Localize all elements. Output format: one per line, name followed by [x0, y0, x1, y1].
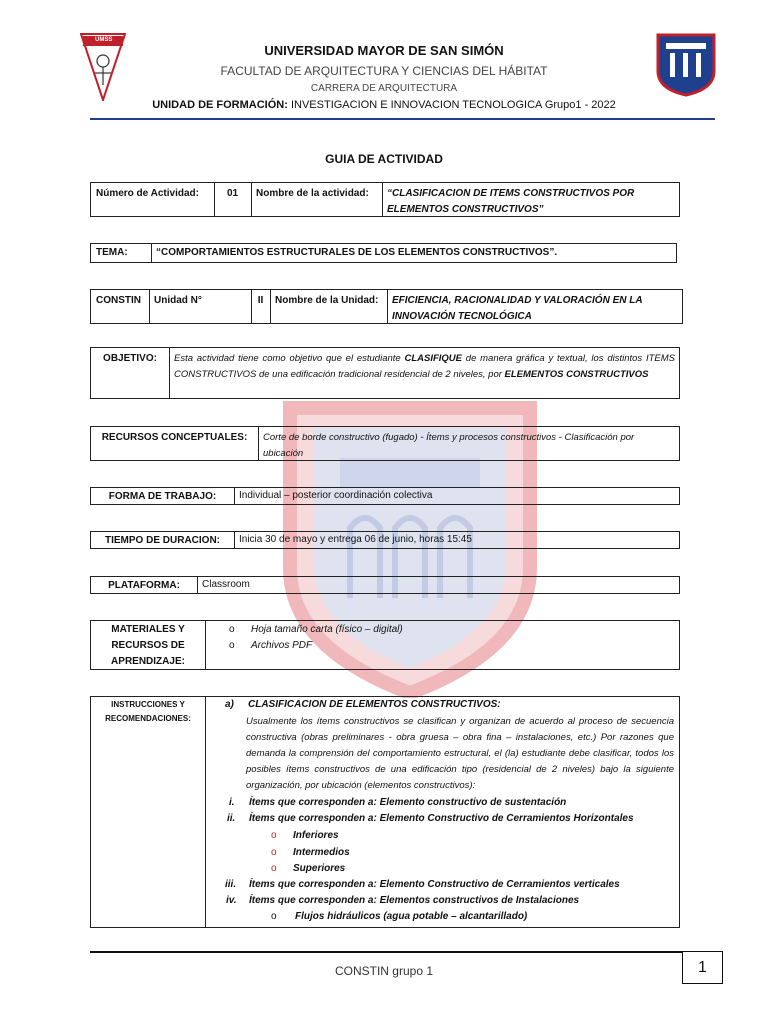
section-paragraph: Usualmente los ítems constructivos se clasifican y organizan de acuerdo al proceso de secuencia constructiva (obras preliminares - obra gruesa – obra fina – instalaciones, etc.) Por razones que demanda la comprensión del comportamiento estructural, el (la) estudiante debe clasificar, todos los posibles ítems constructivos de una edificación tipo (residencial de 2 niveles) bajo la siguiente organización, por ubicación (elementos constructivos): [246, 716, 674, 791]
section-title: CLASIFICACION DE ELEMENTOS CONSTRUCTIVOS: [248, 699, 501, 710]
plataforma-label: PLATAFORMA: [108, 580, 180, 591]
tema-label: TEMA: [96, 247, 128, 258]
instrucciones-table [90, 696, 680, 928]
item-i-text: Ítems que corresponden a: Elemento constructivo de sustentación [249, 797, 567, 808]
plataforma-table [90, 576, 680, 594]
forma-label: FORMA DE TRABAJO: [108, 491, 217, 502]
tiempo-table [90, 531, 680, 549]
item-ii-text: Ítems que corresponden a: Elemento Constructivo de Cerramientos Horizontales [249, 813, 634, 824]
subitem-intermedios: Intermedios [293, 847, 350, 858]
list-item: o Hoja tamaño carta (físico – digital) [229, 624, 403, 635]
recursos-value: Corte de borde constructivo (fugado) - Ítems y procesos constructivos - Clasificación por ubicación [263, 432, 635, 459]
objetivo-text: Esta actividad tiene como objetivo que el estudiante CLASIFIQUE de manera gráfica y textual, los distintos ITEMS CONSTRUCTIVOS de una edificación tradicional residencial de 2 niveles, por ELEMENTOS CONSTRUCTIVOS [174, 353, 675, 380]
item-i-marker: i. [229, 797, 235, 808]
unit-value: INVESTIGACION E INNOVACION TECNOLOGICA Grupo1 - 2022 [290, 99, 616, 111]
instrucciones-label: INSTRUCCIONES Y RECOMENDACIONES: [105, 700, 191, 723]
tema-table [90, 243, 677, 263]
footer-rule [90, 951, 682, 953]
materiales-list [205, 621, 680, 669]
unidad-table [90, 289, 683, 324]
subject-code: CONSTIN [96, 295, 141, 306]
materiales-table [90, 620, 680, 670]
recursos-table [90, 426, 680, 461]
activity-num-label: Número de Actividad: [96, 188, 199, 199]
subitem-superiores: Superiores [293, 863, 346, 874]
item-iv-marker: iv. [226, 895, 237, 906]
umss-logo-text: UMSS [95, 37, 113, 43]
item-ii-marker: ii. [227, 813, 236, 824]
activity-table [90, 182, 680, 217]
subitem-inferiores: Inferiores [293, 830, 339, 841]
tema-value: “COMPORTAMIENTOS ESTRUCTURALES DE LOS ELEMENTOS CONSTRUCTIVOS”. [156, 247, 558, 258]
materiales-label: MATERIALES Y RECURSOS DE APRENDIZAJE: [111, 624, 185, 667]
activity-name-label: Nombre de la actividad: [256, 188, 369, 199]
subitem-flujos: Flujos hidráulicos (agua potable – alcantarillado) [295, 911, 528, 922]
item-iv-text: Ítems que corresponden a: Elementos constructivos de Instalaciones [249, 895, 580, 906]
sub-bullet: o [271, 911, 277, 922]
activity-name-value: “CLASIFICACION DE ITEMS CONSTRUCTIVOS POR ELEMENTOS CONSTRUCTIVOS” [387, 188, 635, 215]
item-iii-text: Ítems que corresponden a: Elemento Constructivo de Cerramientos verticales [249, 879, 620, 890]
recursos-label: RECURSOS CONCEPTUALES: [101, 432, 248, 443]
tiempo-label: TIEMPO DE DURACION: [105, 535, 220, 546]
career-name: CARRERA DE ARQUITECTURA [310, 83, 458, 94]
objetivo-table [90, 347, 680, 399]
page-number: 1 [682, 951, 723, 984]
unit-line [0, 99, 768, 111]
objetivo-label: OBJETIVO: [103, 353, 157, 364]
plataforma-value: Classroom [202, 579, 250, 590]
activity-num-value: 01 [226, 188, 239, 199]
page-title: GUIA DE ACTIVIDAD [325, 152, 443, 166]
unit-label: UNIDAD DE FORMACIÓN: [152, 99, 288, 111]
sub-bullet: o [271, 830, 277, 841]
unit-number-label: Unidad N° [154, 295, 202, 306]
forma-value: Individual – posterior coordinación colectiva [239, 490, 433, 501]
unit-name-value: EFICIENCIA, RACIONALIDAD Y VALORACIÓN EN LA INNOVACIÓN TECNOLÓGICA [392, 295, 643, 322]
sub-bullet: o [271, 863, 277, 874]
tiempo-value: Inicia 30 de mayo y entrega 06 de junio, horas 15:45 [239, 534, 472, 545]
forma-table [90, 487, 680, 505]
header-rule [90, 118, 715, 120]
list-item: o Archivos PDF [229, 640, 313, 651]
sub-bullet: o [271, 847, 277, 858]
unit-number-value: II [257, 295, 264, 306]
unit-name-label: Nombre de la Unidad: [275, 295, 379, 306]
item-iii-marker: iii. [225, 879, 237, 890]
university-name: UNIVERSIDAD MAYOR DE SAN SIMÓN [264, 43, 504, 58]
faculty-name: FACULTAD DE ARQUITECTURA Y CIENCIAS DEL HÁBITAT [220, 64, 548, 78]
footer-text: CONSTIN grupo 1 [334, 964, 434, 978]
section-marker: a) [225, 699, 234, 710]
